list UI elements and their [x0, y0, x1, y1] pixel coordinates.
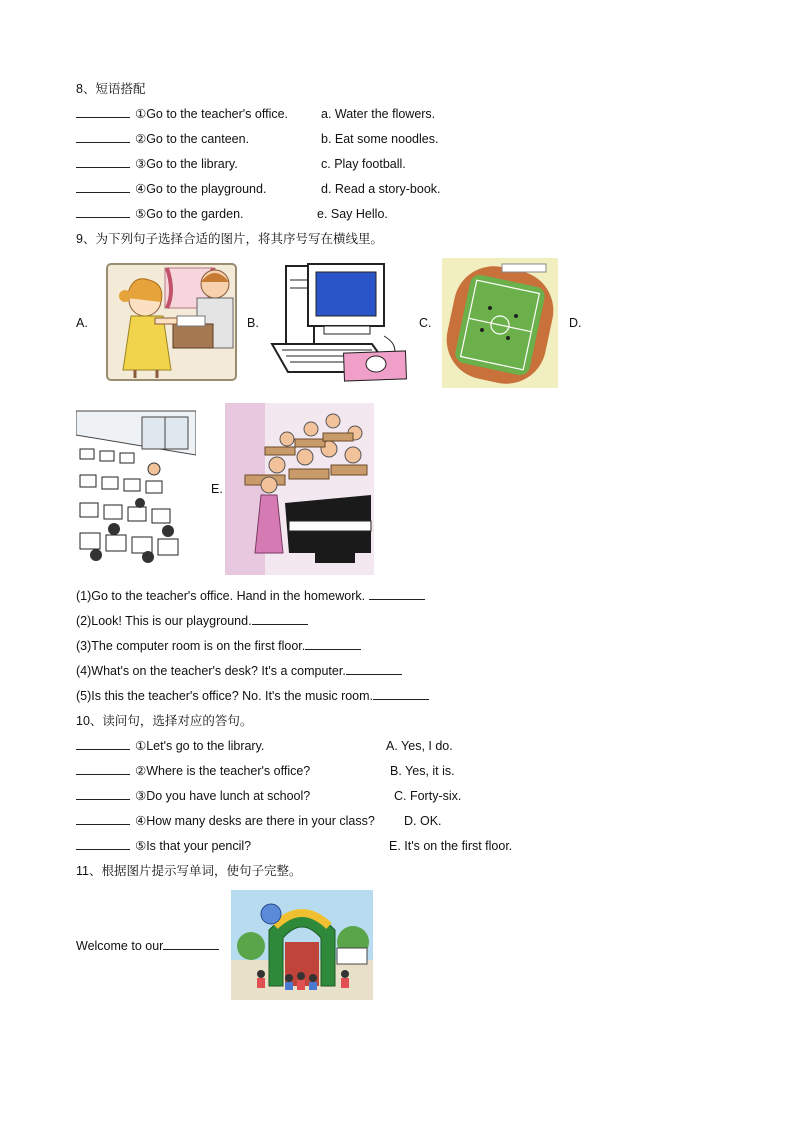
picture-teacher-office: [105, 262, 238, 382]
q8-row-4: [76, 181, 441, 197]
answer-blank[interactable]: [76, 156, 130, 168]
answer-blank[interactable]: [76, 131, 130, 143]
answer-blank[interactable]: [76, 788, 130, 800]
q8-left-1: ①Go to the teacher's office.: [135, 107, 289, 121]
picture-playground: [442, 258, 558, 388]
q10-left-5: ⑤Is that your pencil?: [135, 839, 252, 853]
answer-blank[interactable]: [305, 638, 361, 650]
q9-sentence-4: [76, 663, 402, 679]
answer-blank[interactable]: [252, 613, 308, 625]
picture-school-gate: [231, 890, 373, 1000]
q8-left-2: ②Go to the canteen.: [135, 132, 250, 146]
option-label-d: D.: [569, 316, 582, 330]
option-label-b: B.: [247, 316, 259, 330]
q10-right-3: C. Forty-six.: [394, 789, 462, 803]
q9-sentence-1-text: (1)Go to the teacher's office. Hand in the homework.: [76, 589, 366, 603]
option-label-e: E.: [211, 482, 223, 496]
q8-right-1: a. Water the flowers.: [321, 107, 436, 121]
q9-sentence-3-text: (3)The computer room is on the first floor.: [76, 639, 306, 653]
q9-sentence-2: [76, 613, 308, 629]
answer-blank[interactable]: [76, 838, 130, 850]
q10-right-5: E. It's on the first floor.: [389, 839, 513, 853]
q9-sentence-3: [76, 638, 361, 654]
answer-blank[interactable]: [76, 738, 130, 750]
q8-row-5: [76, 206, 388, 222]
q11-title: 11、根据图片提示写单词，使句子完整。: [76, 864, 302, 878]
option-label-c: C.: [419, 316, 432, 330]
answer-blank[interactable]: [163, 938, 219, 950]
q8-right-3: c. Play football.: [321, 157, 406, 171]
answer-blank[interactable]: [346, 663, 402, 675]
answer-blank[interactable]: [369, 588, 425, 600]
q10-left-4: ④How many desks are there in your class?: [135, 814, 375, 828]
answer-blank[interactable]: [76, 763, 130, 775]
q10-left-2: ②Where is the teacher's office?: [135, 764, 311, 778]
picture-music-room: [225, 403, 374, 575]
answer-blank[interactable]: [76, 206, 130, 218]
q8-left-4: ④Go to the playground.: [135, 182, 267, 196]
q10-row-2: [76, 763, 455, 779]
answer-blank[interactable]: [373, 688, 429, 700]
q10-left-1: ①Let's go to the library.: [135, 739, 265, 753]
q8-title: 8、短语搭配: [76, 82, 146, 96]
q8-row-1: [76, 106, 436, 122]
q10-row-4: [76, 813, 442, 829]
q9-sentence-1: [76, 588, 425, 604]
q10-right-1: A. Yes, I do.: [386, 739, 453, 753]
option-label-a: A.: [76, 316, 88, 330]
q8-right-5: e. Say Hello.: [317, 207, 388, 221]
q8-row-2: [76, 131, 439, 147]
q9-sentence-5-text: (5)Is this the teacher's office? No. It's the music room.: [76, 689, 374, 703]
q8-left-5: ⑤Go to the garden.: [135, 207, 244, 221]
q10-title: 10、读问句，选择对应的答句。: [76, 714, 253, 728]
picture-computer: [268, 260, 410, 384]
answer-blank[interactable]: [76, 813, 130, 825]
q10-row-1: [76, 738, 453, 754]
q8-left-3: ③Go to the library.: [135, 157, 238, 171]
q10-left-3: ③Do you have lunch at school?: [135, 789, 311, 803]
q10-right-2: B. Yes, it is.: [390, 764, 455, 778]
q8-right-2: b. Eat some noodles.: [321, 132, 439, 146]
picture-computer-room: [76, 405, 196, 573]
answer-blank[interactable]: [76, 181, 130, 193]
q10-right-4: D. OK.: [404, 814, 442, 828]
q9-sentence-4-text: (4)What's on the teacher's desk? It's a computer.: [76, 664, 346, 678]
answer-blank[interactable]: [76, 106, 130, 118]
q11-sentence: [76, 938, 219, 954]
q9-sentence-2-text: (2)Look! This is our playground.: [76, 614, 252, 628]
q10-row-5: [76, 838, 513, 854]
q9-sentence-5: [76, 688, 429, 704]
q8-row-3: [76, 156, 406, 172]
q9-title: 9、为下列句子选择合适的图片，将其序号写在横线里。: [76, 232, 383, 246]
q8-right-4: d. Read a story-book.: [321, 182, 441, 196]
q11-sentence-text: Welcome to our: [76, 939, 164, 953]
q10-row-3: [76, 788, 462, 804]
